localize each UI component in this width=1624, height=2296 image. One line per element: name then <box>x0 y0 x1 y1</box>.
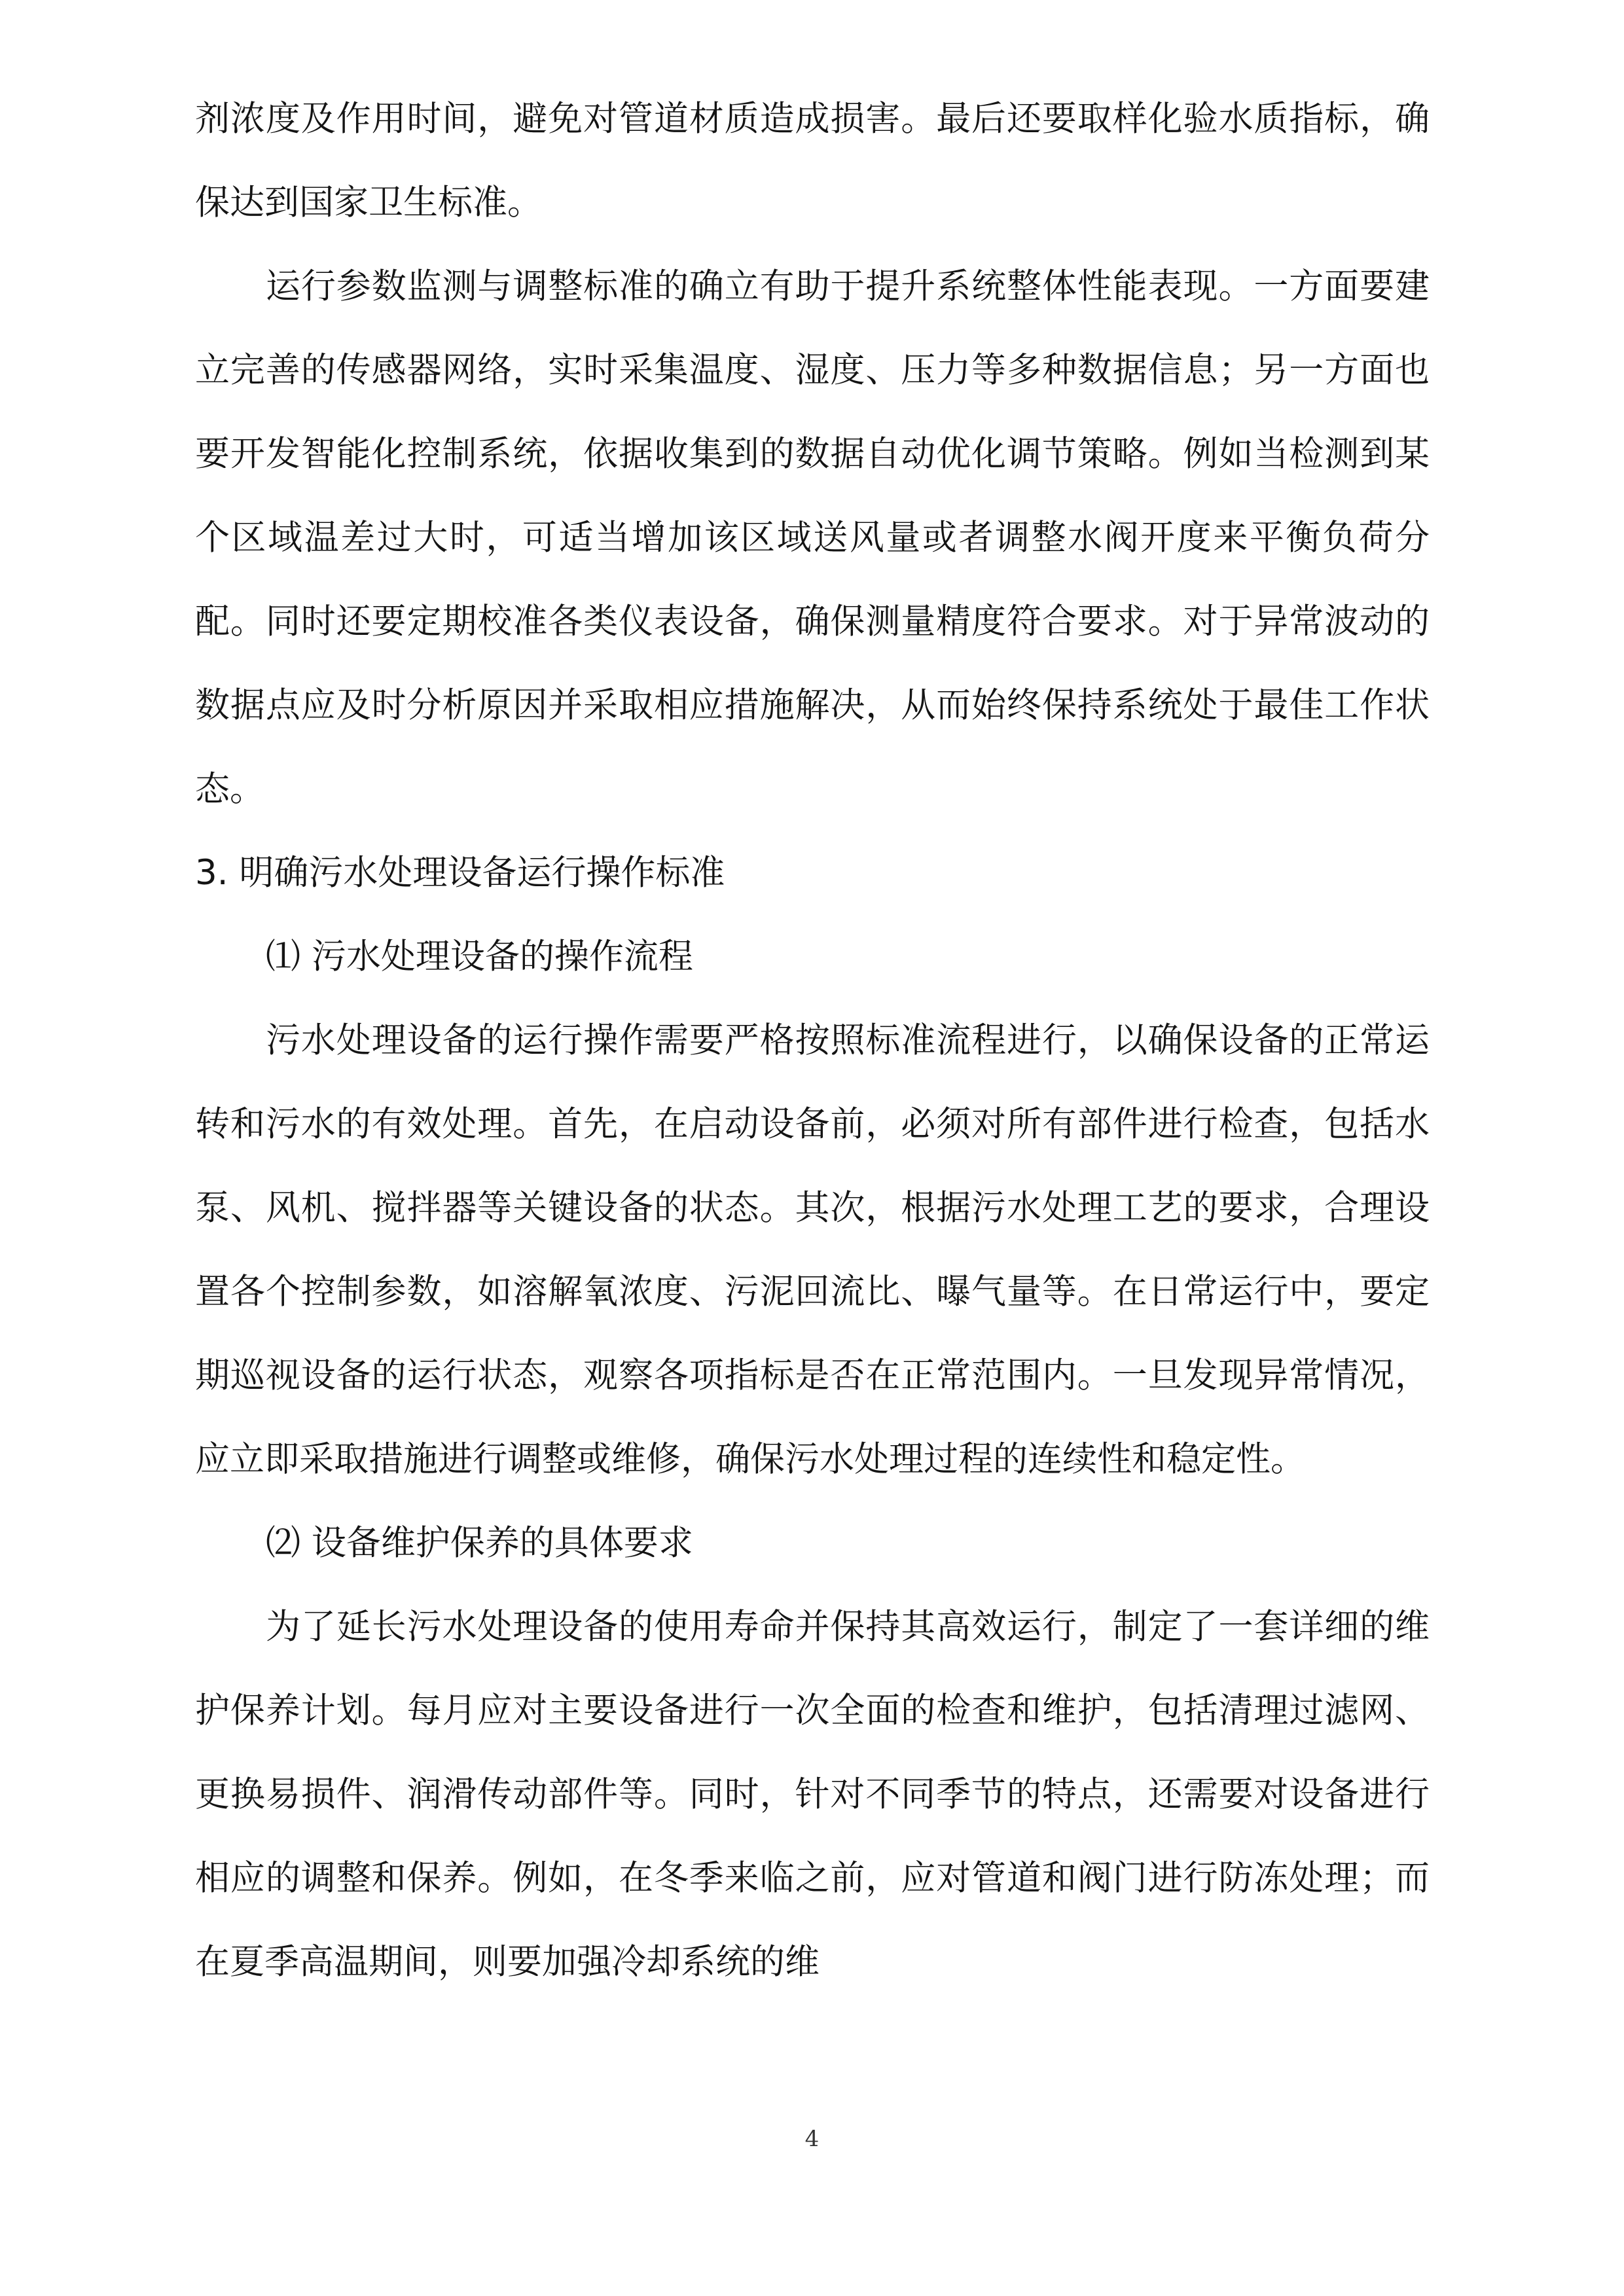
subsection-heading-1: ⑴ 污水处理设备的操作流程 <box>266 937 693 977</box>
subsection-heading-2: ⑵ 设备维护保养的具体要求 <box>266 1523 693 1563</box>
paragraph-parameter-monitoring: 运行参数监测与调整标准的确立有助于提升系统整体性能表现。一方面要建立完善的传感器网络，实时采集温度、湿度、压力等多种数据信息；另一方面也要开发智能化控制系统，依据收集到的数据自动优化调节策略。例如当检测到某个区域温差过大时，可适当增加该区域送风量或者调整水阀开度来平衡负荷分配。同时还要定期校准各类仪表设备，确保测量精度符合要求。对于异常波动的数据点应及时分析原因并采取相应措施解决，从而始终保持系统处于最佳工作状态。 <box>195 266 1430 809</box>
page-body <box>195 77 1430 2004</box>
paragraph-maintenance: 为了延长污水处理设备的使用寿命并保持其高效运行，制定了一套详细的维护保养计划。每月应对主要设备进行一次全面的检查和维护，包括清理过滤网、更换易损件、润滑传动部件等。同时，针对不同季节的特点，还需要对设备进行相应的调整和保养。例如，在冬季来临之前，应对管道和阀门进行防冻处理；而在夏季高温期间，则要加强冷却系统的维 <box>195 1607 1430 1982</box>
page-number: 4 <box>804 2126 820 2152</box>
section-heading-3: 3. 明确污水处理设备运行操作标准 <box>195 853 725 893</box>
paragraph-continued: 剂浓度及作用时间，避免对管道材质造成损害。最后还要取样化验水质指标，确保达到国家卫生标准。 <box>195 99 1430 223</box>
paragraph-operation-process: 污水处理设备的运行操作需要严格按照标准流程进行，以确保设备的正常运转和污水的有效处理。首先，在启动设备前，必须对所有部件进行检查，包括水泵、风机、搅拌器等关键设备的状态。其次，根据污水处理工艺的要求，合理设置各个控制参数，如溶解氧浓度、污泥回流比、曝气量等。在日常运行中，要定期巡视设备的运行状态，观察各项指标是否在正常范围内。一旦发现异常情况，应立即采取措施进行调整或维修，确保污水处理过程的连续性和稳定性。 <box>195 1020 1430 1479</box>
